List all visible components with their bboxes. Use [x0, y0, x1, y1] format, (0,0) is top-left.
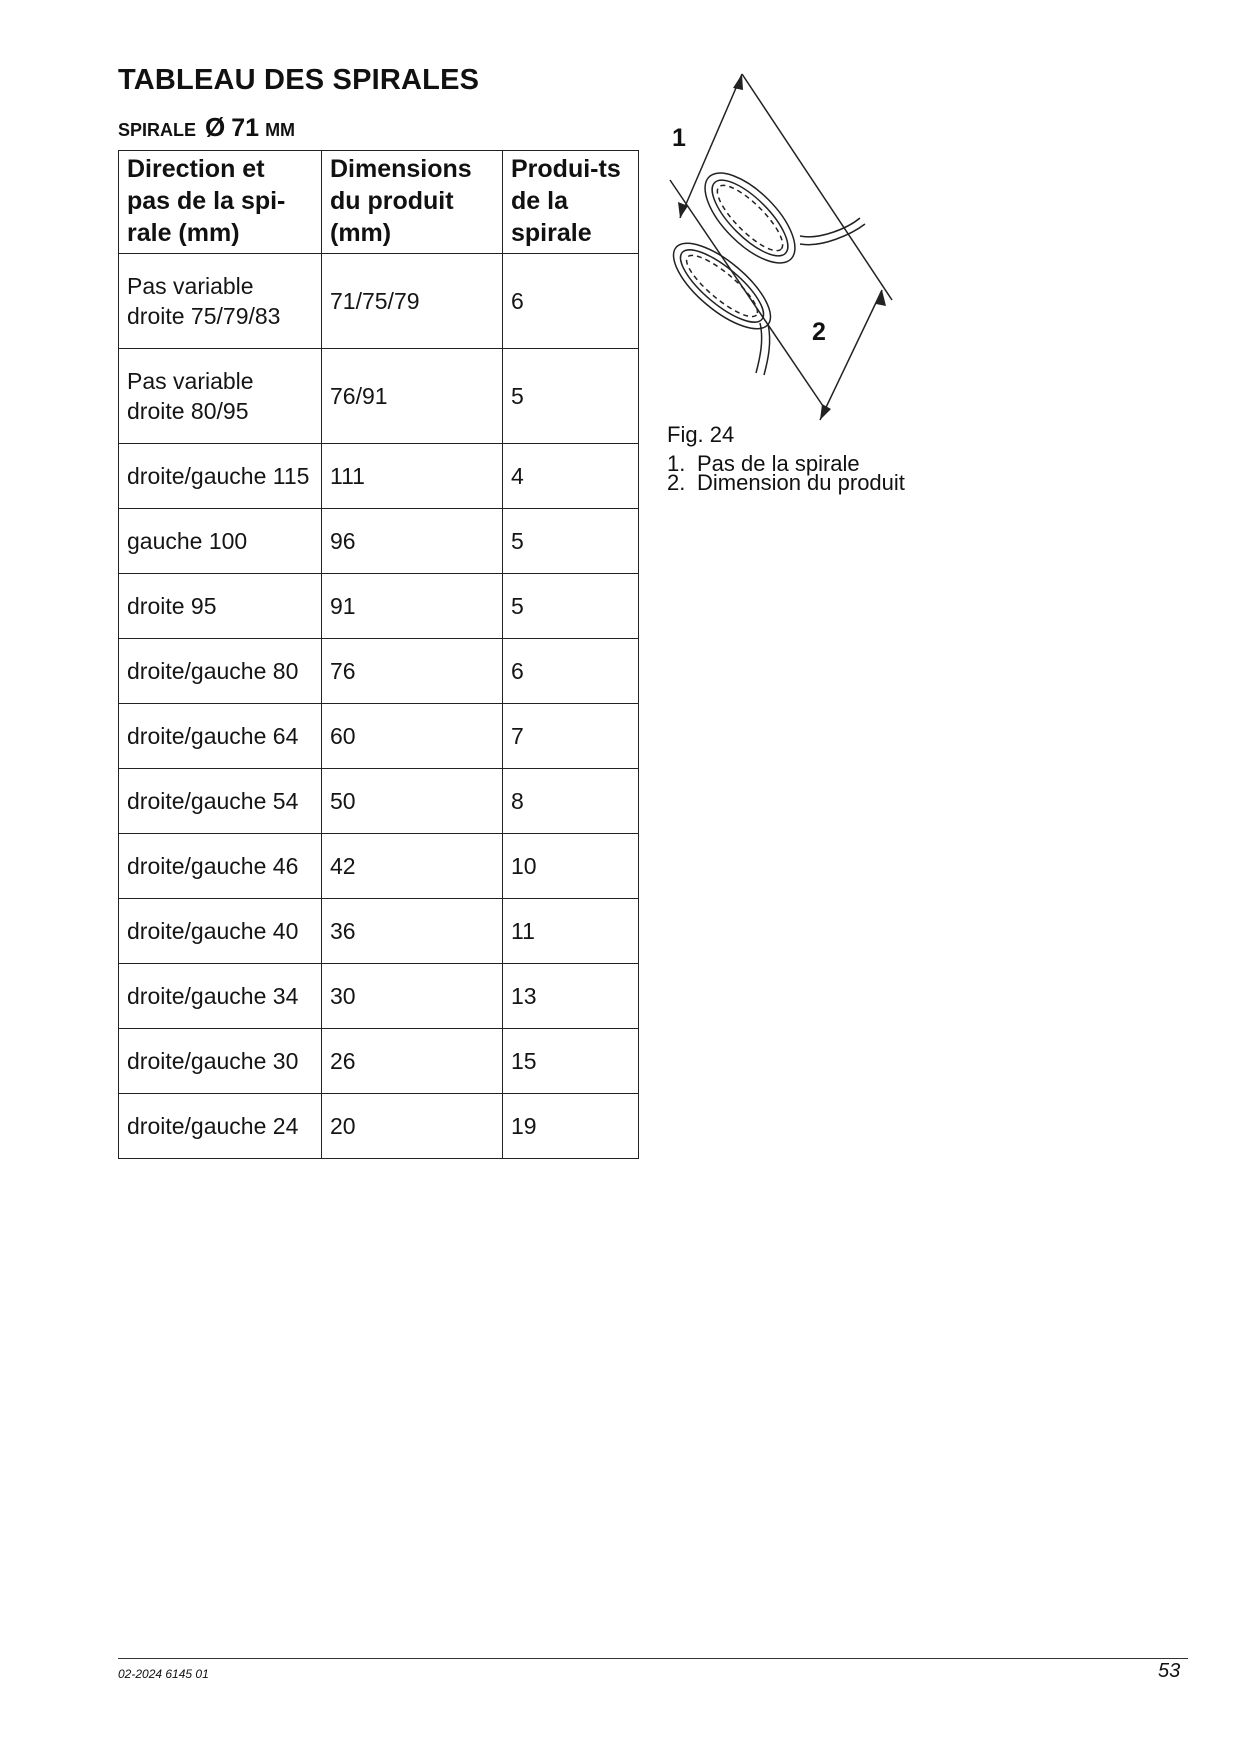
cell-dimension: 20	[322, 1094, 503, 1159]
cell-dimension: 96	[322, 509, 503, 574]
legend-number: 1.	[667, 451, 686, 476]
cell-direction: Pas variable droite 80/95	[119, 349, 322, 444]
cell-direction: droite 95	[119, 574, 322, 639]
subtitle-prefix: SPIRALE	[118, 120, 197, 140]
table-row	[119, 1094, 639, 1159]
cell-dimension: 26	[322, 1029, 503, 1094]
table-row	[119, 834, 639, 899]
cell-direction: droite/gauche 24	[119, 1094, 322, 1159]
cell-direction: droite/gauche 64	[119, 704, 322, 769]
page-title: TABLEAU DES SPIRALES	[118, 64, 480, 96]
spiral-figure	[660, 68, 900, 423]
cell-products: 7	[503, 704, 639, 769]
cell-direction: droite/gauche 30	[119, 1029, 322, 1094]
table-row	[119, 444, 639, 509]
cell-products: 11	[503, 899, 639, 964]
cell-products: 8	[503, 769, 639, 834]
table-row	[119, 964, 639, 1029]
table-row	[119, 349, 639, 444]
table-row	[119, 704, 639, 769]
cell-products: 10	[503, 834, 639, 899]
cell-direction: Pas variable droite 75/79/83	[119, 254, 322, 349]
legend-number: 2.	[667, 470, 686, 495]
figure-legend	[667, 451, 905, 495]
cell-dimension: 30	[322, 964, 503, 1029]
table-row	[119, 899, 639, 964]
diameter-symbol: Ø	[205, 112, 226, 142]
cell-direction: droite/gauche 54	[119, 769, 322, 834]
spiral-diagram	[660, 68, 900, 423]
cell-products: 19	[503, 1094, 639, 1159]
cell-products: 5	[503, 574, 639, 639]
cell-products: 5	[503, 509, 639, 574]
cell-dimension: 42	[322, 834, 503, 899]
figure-label-2: 2	[812, 318, 826, 346]
table-subtitle	[118, 112, 295, 143]
header-direction: Direction et pas de la spi-rale (mm)	[119, 151, 322, 254]
cell-direction: droite/gauche 80	[119, 639, 322, 704]
page-number: 53	[1158, 1660, 1181, 1682]
cell-direction: gauche 100	[119, 509, 322, 574]
table-row	[119, 509, 639, 574]
footer-divider	[118, 1658, 1188, 1659]
subtitle-unit: MM	[265, 120, 296, 140]
cell-dimension: 50	[322, 769, 503, 834]
table-row	[119, 1029, 639, 1094]
cell-products: 6	[503, 639, 639, 704]
table-header-row	[119, 151, 639, 254]
table-row	[119, 769, 639, 834]
cell-dimension: 76/91	[322, 349, 503, 444]
spiral-table	[118, 150, 639, 1159]
cell-products: 15	[503, 1029, 639, 1094]
figure-label-1: 1	[672, 124, 686, 152]
header-products: Produi-ts de la spirale	[503, 151, 639, 254]
table-row	[119, 639, 639, 704]
subtitle-value: 71	[231, 114, 260, 142]
cell-dimension: 91	[322, 574, 503, 639]
table-row	[119, 574, 639, 639]
cell-products: 13	[503, 964, 639, 1029]
cell-direction: droite/gauche 115	[119, 444, 322, 509]
cell-products: 5	[503, 349, 639, 444]
cell-dimension: 36	[322, 899, 503, 964]
document-code: 02-2024 6145 01	[118, 1667, 209, 1681]
cell-direction: droite/gauche 40	[119, 899, 322, 964]
cell-dimension: 76	[322, 639, 503, 704]
figure-caption: Fig. 24	[667, 422, 735, 447]
cell-direction: droite/gauche 46	[119, 834, 322, 899]
cell-dimension: 71/75/79	[322, 254, 503, 349]
cell-products: 6	[503, 254, 639, 349]
header-dimensions: Dimensions du produit (mm)	[322, 151, 503, 254]
legend-text: Pas de la spirale	[697, 451, 860, 476]
table-row	[119, 254, 639, 349]
cell-direction: droite/gauche 34	[119, 964, 322, 1029]
legend-text: Dimension du produit	[697, 470, 905, 495]
cell-products: 4	[503, 444, 639, 509]
cell-dimension: 111	[322, 444, 503, 509]
cell-dimension: 60	[322, 704, 503, 769]
legend-item	[667, 470, 905, 495]
